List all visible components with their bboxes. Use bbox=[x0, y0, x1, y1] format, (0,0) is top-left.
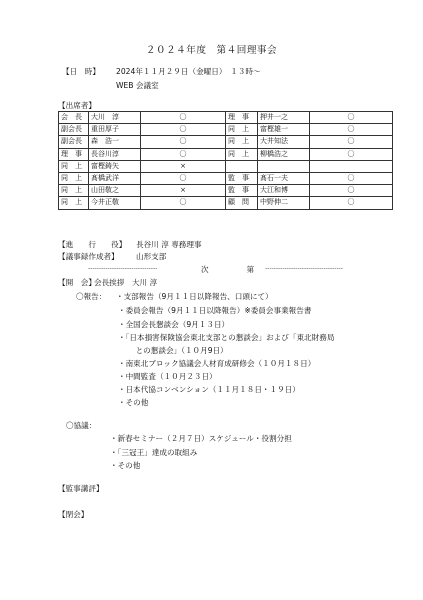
discussion-item: ・「三冠王」達成の取組み bbox=[110, 448, 198, 457]
attendance-mark: 〇 bbox=[310, 136, 393, 148]
closing-heading: 【閉会】 bbox=[58, 510, 89, 519]
moderator-label: 【進 行 役】 bbox=[58, 240, 127, 249]
attendee-role: 同 上 bbox=[59, 185, 89, 197]
attendee-name: 中野伸二 bbox=[258, 197, 310, 209]
attendee-name: 柳橋浩之 bbox=[258, 148, 310, 160]
attendee-role: 監 事 bbox=[226, 185, 258, 197]
attendee-name: 山田敬之 bbox=[89, 185, 141, 197]
attendee-role: 同 上 bbox=[59, 172, 89, 184]
attendee-role: 監 事 bbox=[226, 172, 258, 184]
attendee-row bbox=[59, 148, 393, 160]
reports-label: 〇報告： bbox=[76, 292, 107, 301]
attendee-row bbox=[59, 136, 393, 148]
report-item: ・中間監査（１０月２３日） bbox=[118, 372, 217, 381]
report-item: ・「日本損害保険協会東北支部との懇談会」および「東北財務局 bbox=[118, 333, 335, 342]
report-item: との懇談会」（１０月9日） bbox=[128, 346, 228, 355]
attendance-mark: 〇 bbox=[310, 124, 393, 136]
minutes-writer-label: 【議事録作成者】 bbox=[58, 252, 119, 261]
report-item: ・その他 bbox=[118, 398, 149, 407]
attendance-mark: 〇 bbox=[310, 112, 393, 124]
attendance-mark: 〇 bbox=[141, 197, 226, 209]
attendee-name: 髙橋武洋 bbox=[89, 172, 141, 184]
minutes-writer-value: 山形支部 bbox=[136, 252, 167, 261]
attendee-name: 大江和博 bbox=[258, 185, 310, 197]
attendance-mark: 〇 bbox=[141, 148, 226, 160]
attendee-role: 副会長 bbox=[59, 136, 89, 148]
attendee-row bbox=[59, 160, 393, 172]
attendee-name: 富樫雄一 bbox=[258, 124, 310, 136]
attendee-role: 同 上 bbox=[226, 124, 258, 136]
venue: WEB 会議室 bbox=[116, 81, 159, 90]
report-item: ・支部報告（9月１１日以降報告、口頭にて） bbox=[116, 292, 273, 301]
attendees-label: 【出席者】 bbox=[58, 101, 96, 110]
attendee-row bbox=[59, 197, 393, 209]
attendee-name: 重田厚子 bbox=[89, 124, 141, 136]
attendee-role: 同 上 bbox=[59, 160, 89, 172]
attendee-name bbox=[258, 160, 310, 172]
attendance-mark: × bbox=[141, 185, 226, 197]
attendee-role: 同 上 bbox=[226, 148, 258, 160]
attendance-mark bbox=[310, 160, 393, 172]
attendee-name: 大井知法 bbox=[258, 136, 310, 148]
attendance-mark: 〇 bbox=[310, 197, 393, 209]
attendee-role: 理 事 bbox=[226, 112, 258, 124]
attendee-row bbox=[59, 124, 393, 136]
attendee-row bbox=[59, 172, 393, 184]
attendee-name: 長谷川淳 bbox=[89, 148, 141, 160]
attendance-mark: 〇 bbox=[310, 148, 393, 160]
attendee-role: 同 上 bbox=[226, 136, 258, 148]
attendee-name: 大川 淳 bbox=[89, 112, 141, 124]
report-item: ・日本代協コンベンション（１１月１８日・１９日） bbox=[118, 385, 300, 394]
audit-review-heading: 【監事講評】 bbox=[58, 484, 104, 493]
agenda-heading: 次 第 bbox=[201, 265, 255, 274]
attendance-mark: 〇 bbox=[141, 172, 226, 184]
attendance-mark: 〇 bbox=[141, 124, 226, 136]
divider-left: -------------------------------- bbox=[88, 265, 158, 272]
attendance-mark: 〇 bbox=[310, 172, 393, 184]
attendee-role: 会 長 bbox=[59, 112, 89, 124]
page-title: ２０２４年度 第４回理事会 bbox=[145, 45, 278, 56]
attendance-mark: 〇 bbox=[310, 185, 393, 197]
attendee-role: 理 事 bbox=[59, 148, 89, 160]
discussion-label: 〇協議： bbox=[66, 421, 97, 430]
report-item: ・委員会報告（9月１１日以降報告）※委員会事業報告書 bbox=[118, 306, 312, 315]
attendee-role: 顧 問 bbox=[226, 197, 258, 209]
attendance-mark: 〇 bbox=[141, 112, 226, 124]
attendees-table bbox=[58, 111, 393, 210]
report-item: ・全国会長懇談会（9月１３日） bbox=[118, 320, 230, 329]
datetime-value: 2024年１１月２９日（金曜日） １３時～ bbox=[116, 67, 261, 76]
attendance-mark: × bbox=[141, 160, 226, 172]
attendee-name: 富樫鋳矢 bbox=[89, 160, 141, 172]
opening-value: 会長挨拶 大川 淳 bbox=[94, 278, 158, 287]
moderator-value: 長谷川 淳 専務理事 bbox=[136, 240, 202, 249]
attendance-mark: 〇 bbox=[141, 136, 226, 148]
attendee-row bbox=[59, 112, 393, 124]
attendee-name: 押井一之 bbox=[258, 112, 310, 124]
attendee-name: 髙石一夫 bbox=[258, 172, 310, 184]
report-item: ・南東北ブロック協議会人材育成研修会（１０月１８日） bbox=[118, 359, 316, 368]
discussion-item: ・その他 bbox=[110, 461, 141, 470]
opening-label: 【開 会】 bbox=[58, 278, 96, 287]
attendee-role bbox=[226, 160, 258, 172]
divider-right: ------------------------------------ bbox=[265, 265, 343, 272]
attendee-role: 副会長 bbox=[59, 124, 89, 136]
attendee-name: 森 浩一 bbox=[89, 136, 141, 148]
discussion-item: ・新春セミナー（２月７日）スケジュール・役割分担 bbox=[110, 434, 292, 443]
attendee-role: 同 上 bbox=[59, 197, 89, 209]
attendee-row bbox=[59, 185, 393, 197]
attendee-name: 今井正敬 bbox=[89, 197, 141, 209]
datetime-label: 【日 時】 bbox=[62, 67, 100, 76]
